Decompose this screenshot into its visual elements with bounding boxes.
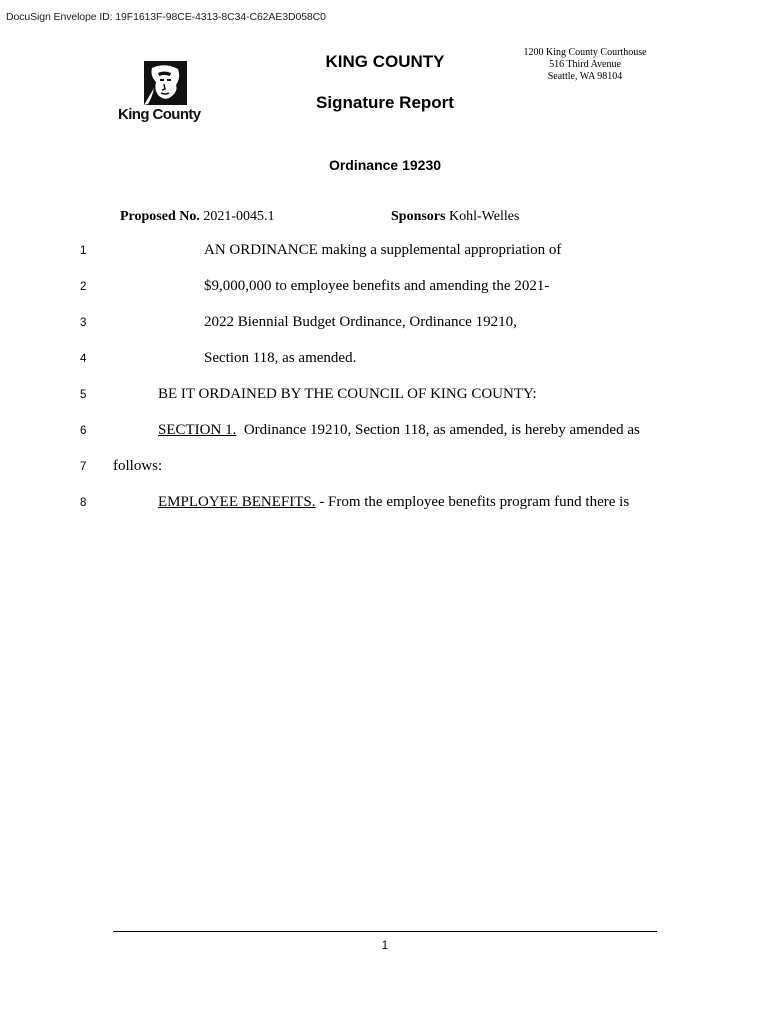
- sponsors: [391, 209, 519, 225]
- line-number: 5: [80, 389, 87, 401]
- county-title: KING COUNTY: [325, 52, 445, 71]
- proposed-number: [120, 209, 275, 225]
- proposed-label: Proposed No.: [120, 209, 200, 224]
- courthouse-address: [510, 47, 660, 83]
- section-heading: SECTION 1.: [158, 422, 237, 438]
- line-number: 2: [80, 281, 87, 293]
- footer-divider: [113, 931, 657, 932]
- section-heading: EMPLOYEE BENEFITS.: [158, 494, 316, 510]
- line-text: follows:: [113, 458, 163, 474]
- ordinance-title: Ordinance 19230: [328, 157, 442, 173]
- line-number: 1: [80, 245, 87, 257]
- line-text: $9,000,000 to employee benefits and amending the 2021-: [204, 278, 550, 294]
- line-text-rest: Ordinance 19210, Section 118, as amended, is hereby amended as: [236, 422, 640, 438]
- line-number: 4: [80, 353, 87, 365]
- line-number: 6: [80, 425, 87, 437]
- logo-wordmark: King County: [118, 106, 201, 123]
- address-line-2: 516 Third Avenue: [549, 59, 621, 70]
- line-text: AN ORDINANCE making a supplemental appropriation of: [204, 242, 562, 258]
- docusign-envelope-id: DocuSign Envelope ID: 19F1613F-98CE-4313-8C34-C62AE3D058C0: [6, 11, 326, 23]
- king-county-emblem: [118, 58, 214, 108]
- address-line-3: Seattle, WA 98104: [547, 71, 623, 82]
- line-text: 2022 Biennial Budget Ordinance, Ordinance 19210,: [204, 314, 517, 330]
- line-number: 7: [80, 461, 87, 473]
- report-title: Signature Report: [316, 93, 454, 112]
- line-text: [158, 422, 640, 439]
- line-text: Section 118, as amended.: [204, 350, 357, 366]
- line-text: BE IT ORDAINED BY THE COUNCIL OF KING COUNTY:: [158, 386, 537, 402]
- king-county-logo: [118, 58, 214, 128]
- line-text: [158, 494, 629, 511]
- sponsors-value: Kohl-Welles: [448, 209, 520, 224]
- line-text-rest: - From the employee benefits program fund there is: [315, 494, 630, 510]
- line-number: 3: [80, 317, 87, 329]
- proposed-value: 2021-0045.1: [203, 209, 275, 224]
- page-number: 1: [381, 940, 389, 952]
- address-line-1: 1200 King County Courthouse: [523, 47, 647, 58]
- line-number: 8: [80, 497, 87, 509]
- sponsors-label: Sponsors: [391, 209, 446, 224]
